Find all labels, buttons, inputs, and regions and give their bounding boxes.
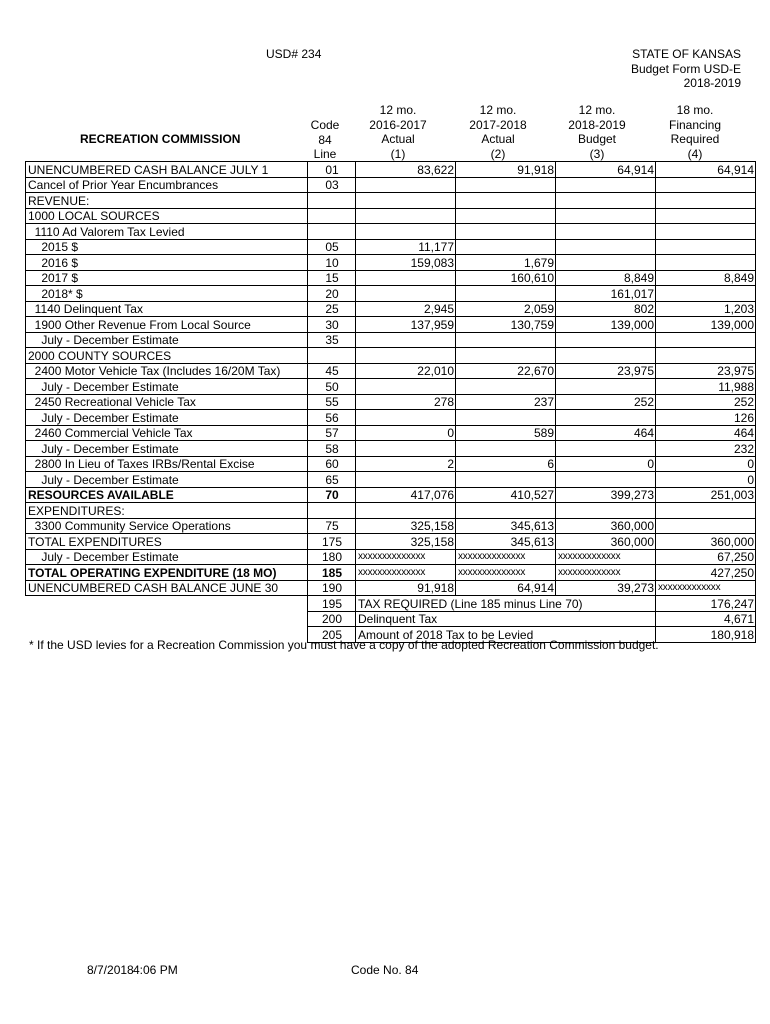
row-code: 30 [308,317,356,333]
table-row [26,503,756,519]
row-value-c3: 64,914 [556,162,656,178]
row-value-c1: 325,158 [356,518,456,534]
row-label: 1900 Other Revenue From Local Source [26,317,308,333]
table-row [26,472,756,488]
row-value-c4 [656,332,756,348]
table-row [26,363,756,379]
row-label: July - December Estimate [26,472,308,488]
row-value-c2 [456,472,556,488]
row-label: 2400 Motor Vehicle Tax (Includes 16/20M Tax) [26,363,308,379]
row-value-c3: 39,273 [556,580,656,596]
row-code: 05 [308,239,356,255]
tax-row-label: Delinquent Tax [356,611,656,627]
row-value-c3: 8,849 [556,270,656,286]
row-value-c2: 64,914 [456,580,556,596]
row-value-c4 [656,208,756,224]
row-value-c1: 2 [356,456,456,472]
table-row [26,534,756,550]
row-code: 55 [308,394,356,410]
table-row [26,208,756,224]
row-value-c2: 91,918 [456,162,556,178]
row-label: 2800 In Lieu of Taxes IRBs/Rental Excise [26,456,308,472]
row-label: 2017 $ [26,270,308,286]
row-value-c1 [356,379,456,395]
row-code: 50 [308,379,356,395]
table-row [26,518,756,534]
footnote: * If the USD levies for a Recreation Commission you must have a copy of the adopted Recreation Commission budget. [29,638,659,652]
row-value-c2 [456,441,556,457]
row-value-c3 [556,472,656,488]
table-row [26,580,756,596]
row-value-c2 [456,503,556,519]
row-value-c2 [456,224,556,240]
row-value-c3 [556,193,656,209]
budget-table [25,161,756,643]
row-value-c4 [656,193,756,209]
row-value-c1 [356,348,456,364]
row-value-c3 [556,208,656,224]
table-row [26,410,756,426]
row-code: 190 [308,580,356,596]
row-value-c4: 464 [656,425,756,441]
col4-header: 18 mo. Financing Required (4) [668,103,722,161]
row-value-c2: 589 [456,425,556,441]
table-row [26,441,756,457]
row-code [308,503,356,519]
row-value-c2 [456,410,556,426]
row-label: 2018* $ [26,286,308,302]
row-value-c3 [556,348,656,364]
row-code: 03 [308,177,356,193]
row-value-c4: 0 [656,472,756,488]
tax-row-spacer [26,611,308,627]
table-row [26,270,756,286]
row-value-c1: 11,177 [356,239,456,255]
row-label: July - December Estimate [26,410,308,426]
row-value-c4: 360,000 [656,534,756,550]
table-row [26,348,756,364]
row-code [308,224,356,240]
usd-number: USD# 234 [266,47,322,61]
row-value-c1 [356,472,456,488]
row-value-c4: 8,849 [656,270,756,286]
row-value-c3 [556,379,656,395]
row-value-c1: xxxxxxxxxxxxxx [356,549,456,565]
row-value-c1: 278 [356,394,456,410]
row-value-c1: 0 [356,425,456,441]
col1-header: 12 mo. 2016-2017 Actual (1) [369,103,427,161]
row-value-c3 [556,441,656,457]
row-value-c4: 126 [656,410,756,426]
footer-code-no: Code No. 84 [351,963,419,977]
row-label: REVENUE: [26,193,308,209]
row-value-c4: 232 [656,441,756,457]
row-label: 3300 Community Service Operations [26,518,308,534]
row-value-c2: xxxxxxxxxxxxxx [456,565,556,581]
row-value-c2 [456,348,556,364]
row-value-c4 [656,286,756,302]
row-value-c3: 161,017 [556,286,656,302]
row-value-c3: 23,975 [556,363,656,379]
row-value-c2: 2,059 [456,301,556,317]
row-value-c3 [556,255,656,271]
tax-row-spacer [26,596,308,612]
row-value-c1 [356,410,456,426]
table-row [26,549,756,565]
row-value-c4: 23,975 [656,363,756,379]
row-code: 20 [308,286,356,302]
row-value-c2 [456,286,556,302]
row-value-c1: 325,158 [356,534,456,550]
row-value-c1 [356,208,456,224]
tax-row-code: 195 [308,596,356,612]
row-value-c1 [356,441,456,457]
row-value-c4: 1,203 [656,301,756,317]
row-value-c2 [456,177,556,193]
row-label: UNENCUMBERED CASH BALANCE JULY 1 [26,162,308,178]
row-label: 2000 COUNTY SOURCES [26,348,308,364]
table-row [26,317,756,333]
table-title: RECREATION COMMISSION [80,132,241,146]
row-label: 2460 Commercial Vehicle Tax [26,425,308,441]
row-label: July - December Estimate [26,549,308,565]
tax-row [26,611,756,627]
row-label: 2450 Recreational Vehicle Tax [26,394,308,410]
row-value-c1: 22,010 [356,363,456,379]
row-value-c4 [656,518,756,534]
row-code: 10 [308,255,356,271]
year-label: 2018-2019 [683,76,741,90]
row-value-c2 [456,239,556,255]
row-value-c3 [556,239,656,255]
row-value-c2: 160,610 [456,270,556,286]
row-label: 1000 LOCAL SOURCES [26,208,308,224]
row-value-c3 [556,332,656,348]
tax-row-code: 200 [308,611,356,627]
row-label: July - December Estimate [26,441,308,457]
row-code: 75 [308,518,356,534]
row-value-c1 [356,193,456,209]
row-value-c3: 802 [556,301,656,317]
table-row [26,379,756,395]
row-value-c2 [456,332,556,348]
table-row [26,224,756,240]
table-row [26,193,756,209]
row-code: 45 [308,363,356,379]
row-value-c3: 399,273 [556,487,656,503]
form-label: Budget Form USD-E [630,61,741,76]
row-label: 2015 $ [26,239,308,255]
table-row [26,255,756,271]
row-label: July - December Estimate [26,379,308,395]
row-label: RESOURCES AVAILABLE [26,487,308,503]
row-value-c2: 6 [456,456,556,472]
row-value-c3: xxxxxxxxxxxxx [556,549,656,565]
row-value-c3 [556,503,656,519]
form-header [631,47,741,91]
row-value-c3: 0 [556,456,656,472]
row-value-c1 [356,224,456,240]
row-value-c1 [356,332,456,348]
row-label: TOTAL EXPENDITURES [26,534,308,550]
state-label: STATE OF KANSAS [632,47,741,61]
row-value-c3 [556,410,656,426]
tax-row-value: 180,918 [656,627,756,643]
table-row [26,394,756,410]
table-row [26,286,756,302]
row-value-c4: 139,000 [656,317,756,333]
row-label: EXPENDITURES: [26,503,308,519]
row-value-c4: 64,914 [656,162,756,178]
table-row [26,177,756,193]
col3-header: 12 mo. 2018-2019 Budget (3) [568,103,626,161]
row-value-c2: 130,759 [456,317,556,333]
row-value-c4 [656,239,756,255]
row-code: 01 [308,162,356,178]
row-value-c3: 139,000 [556,317,656,333]
row-value-c4: 11,988 [656,379,756,395]
row-code: 185 [308,565,356,581]
row-value-c1 [356,286,456,302]
row-code: 15 [308,270,356,286]
row-value-c3: xxxxxxxxxxxxx [556,565,656,581]
row-label: UNENCUMBERED CASH BALANCE JUNE 30 [26,580,308,596]
row-code: 180 [308,549,356,565]
row-label: 1110 Ad Valorem Tax Levied [26,224,308,240]
row-value-c2: 237 [456,394,556,410]
row-value-c4: 67,250 [656,549,756,565]
row-value-c2 [456,379,556,395]
tax-row-label: Amount of 2018 Tax to be Levied [356,627,656,643]
table-row [26,332,756,348]
row-value-c2: 345,613 [456,534,556,550]
row-value-c4 [656,255,756,271]
row-code: 65 [308,472,356,488]
table-row [26,487,756,503]
row-value-c2: 22,670 [456,363,556,379]
row-value-c2: 345,613 [456,518,556,534]
row-value-c2: xxxxxxxxxxxxxx [456,549,556,565]
row-value-c1: 83,622 [356,162,456,178]
row-value-c4: 0 [656,456,756,472]
row-code: 70 [308,487,356,503]
row-value-c4 [656,503,756,519]
row-code [308,208,356,224]
table-row [26,565,756,581]
row-value-c1: xxxxxxxxxxxxxx [356,565,456,581]
row-code: 60 [308,456,356,472]
row-code: 35 [308,332,356,348]
row-value-c4: 252 [656,394,756,410]
row-label: 1140 Delinquent Tax [26,301,308,317]
row-value-c1: 417,076 [356,487,456,503]
row-code [308,348,356,364]
row-value-c2: 1,679 [456,255,556,271]
code-header: Code 84 Line [310,118,340,161]
row-value-c4 [656,224,756,240]
row-value-c1: 91,918 [356,580,456,596]
table-row [26,456,756,472]
tax-row [26,596,756,612]
tax-row-label: TAX REQUIRED (Line 185 minus Line 70) [356,596,656,612]
row-label: July - December Estimate [26,332,308,348]
table-row [26,239,756,255]
table-row [26,301,756,317]
row-value-c1 [356,177,456,193]
footer-time: 4:06 PM [133,963,178,977]
row-value-c1: 2,945 [356,301,456,317]
row-value-c4: xxxxxxxxxxxxx [656,580,756,596]
col2-header: 12 mo. 2017-2018 Actual (2) [469,103,527,161]
row-value-c3: 360,000 [556,518,656,534]
row-value-c3: 464 [556,425,656,441]
row-value-c3: 252 [556,394,656,410]
row-code: 175 [308,534,356,550]
tax-row-code: 205 [308,627,356,643]
tax-row-value: 176,247 [656,596,756,612]
table-row [26,162,756,178]
row-value-c4: 427,250 [656,565,756,581]
row-value-c1 [356,270,456,286]
row-value-c1: 159,083 [356,255,456,271]
row-code: 58 [308,441,356,457]
row-label: TOTAL OPERATING EXPENDITURE (18 MO) [26,565,308,581]
row-code: 25 [308,301,356,317]
row-value-c3: 360,000 [556,534,656,550]
row-code [308,193,356,209]
row-value-c2 [456,208,556,224]
table-row [26,425,756,441]
row-value-c4 [656,177,756,193]
row-value-c3 [556,177,656,193]
row-value-c2 [456,193,556,209]
row-value-c3 [556,224,656,240]
row-code: 57 [308,425,356,441]
row-value-c4 [656,348,756,364]
row-code: 56 [308,410,356,426]
footer-date: 8/7/2018 [87,963,134,977]
row-label: Cancel of Prior Year Encumbrances [26,177,308,193]
row-value-c1: 137,959 [356,317,456,333]
tax-row-value: 4,671 [656,611,756,627]
row-value-c4: 251,003 [656,487,756,503]
row-value-c1 [356,503,456,519]
row-value-c2: 410,527 [456,487,556,503]
row-label: 2016 $ [26,255,308,271]
